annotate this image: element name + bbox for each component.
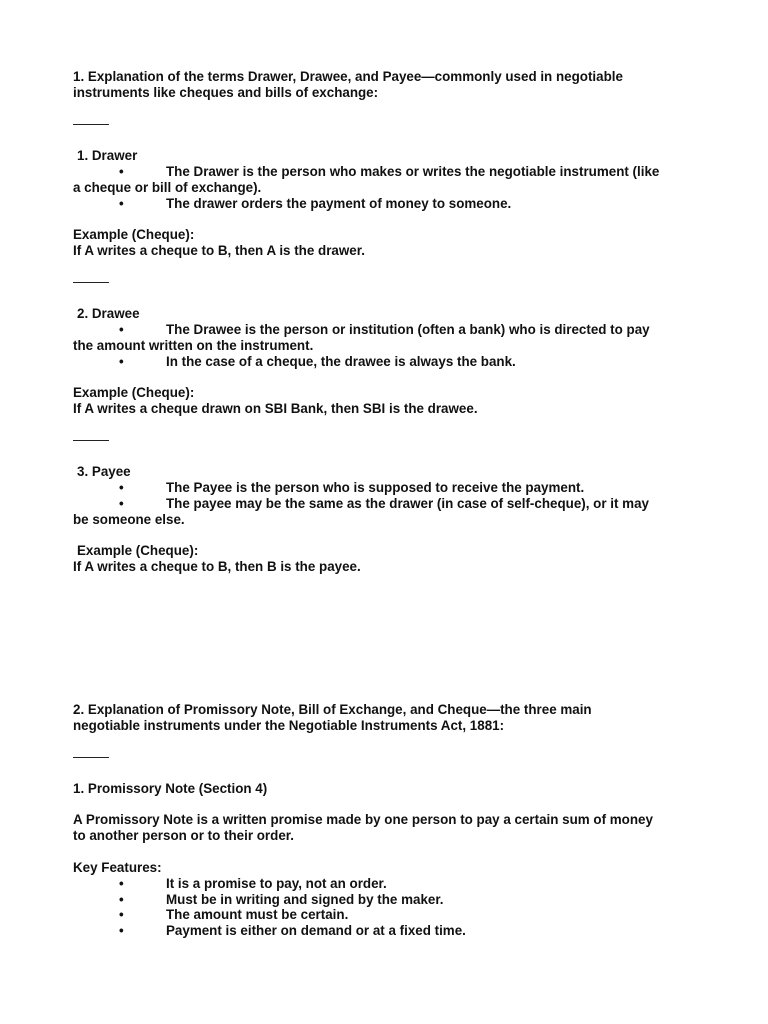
divider [73, 124, 109, 125]
feature-text: It is a promise to pay, not an order. [166, 876, 387, 891]
divider [73, 282, 109, 283]
drawer-example-text: If A writes a cheque to B, then A is the drawer. [73, 243, 365, 258]
drawee-example-label: Example (Cheque): [73, 385, 195, 400]
section2-intro-line2: negotiable instruments under the Negotiable Instruments Act, 1881: [73, 718, 505, 733]
payee-bullet-1-text: The Payee is the person who is supposed to receive the payment. [166, 480, 585, 495]
promissory-def-line1: A Promissory Note is a written promise made by one person to pay a certain sum of money [73, 812, 653, 827]
bullet: • [119, 480, 124, 495]
drawer-example-label: Example (Cheque): [73, 227, 195, 242]
drawee-example-text: If A writes a cheque drawn on SBI Bank, then SBI is the drawee. [73, 401, 478, 416]
key-features-label: Key Features: [73, 860, 162, 875]
bullet: • [119, 496, 124, 511]
payee-example-text: If A writes a cheque to B, then B is the payee. [73, 559, 361, 574]
drawee-bullet-1-text: The Drawee is the person or institution (often a bank) who is directed to pay [166, 322, 650, 337]
bullet: • [119, 892, 124, 907]
bullet: • [119, 876, 124, 891]
bullet: • [119, 164, 124, 179]
payee-heading: 3. Payee [77, 464, 131, 479]
section2-intro-line1: 2. Explanation of Promissory Note, Bill of Exchange, and Cheque—the three main [73, 702, 592, 717]
promissory-def-line2: to another person or to their order. [73, 828, 294, 843]
bullet: • [119, 923, 124, 938]
payee-example-label: Example (Cheque): [77, 543, 199, 558]
drawee-bullet-2-text: In the case of a cheque, the drawee is always the bank. [166, 354, 516, 369]
drawer-bullet-1-cont: a cheque or bill of exchange). [73, 180, 262, 195]
feature-text: Payment is either on demand or at a fixed time. [166, 923, 466, 938]
drawee-bullet-1-cont: the amount written on the instrument. [73, 338, 314, 353]
bullet: • [119, 354, 124, 369]
bullet: • [119, 196, 124, 211]
drawer-bullet-1-text: The Drawer is the person who makes or writes the negotiable instrument (like [166, 164, 660, 179]
divider [73, 757, 109, 758]
section1-intro-line2: instruments like cheques and bills of exchange: [73, 85, 379, 100]
promissory-heading: 1. Promissory Note (Section 4) [73, 781, 268, 796]
feature-text: Must be in writing and signed by the maker. [166, 892, 444, 907]
feature-text: The amount must be certain. [166, 907, 349, 922]
drawee-heading: 2. Drawee [77, 306, 140, 321]
drawer-bullet-2-text: The drawer orders the payment of money to someone. [166, 196, 512, 211]
payee-bullet-2-cont: be someone else. [73, 512, 185, 527]
payee-bullet-2-text: The payee may be the same as the drawer (in case of self-cheque), or it may [166, 496, 649, 511]
bullet: • [119, 322, 124, 337]
section1-intro-line1: 1. Explanation of the terms Drawer, Drawee, and Payee—commonly used in negotiable [73, 69, 623, 84]
bullet: • [119, 907, 124, 922]
divider [73, 440, 109, 441]
drawer-heading: 1. Drawer [77, 148, 138, 163]
